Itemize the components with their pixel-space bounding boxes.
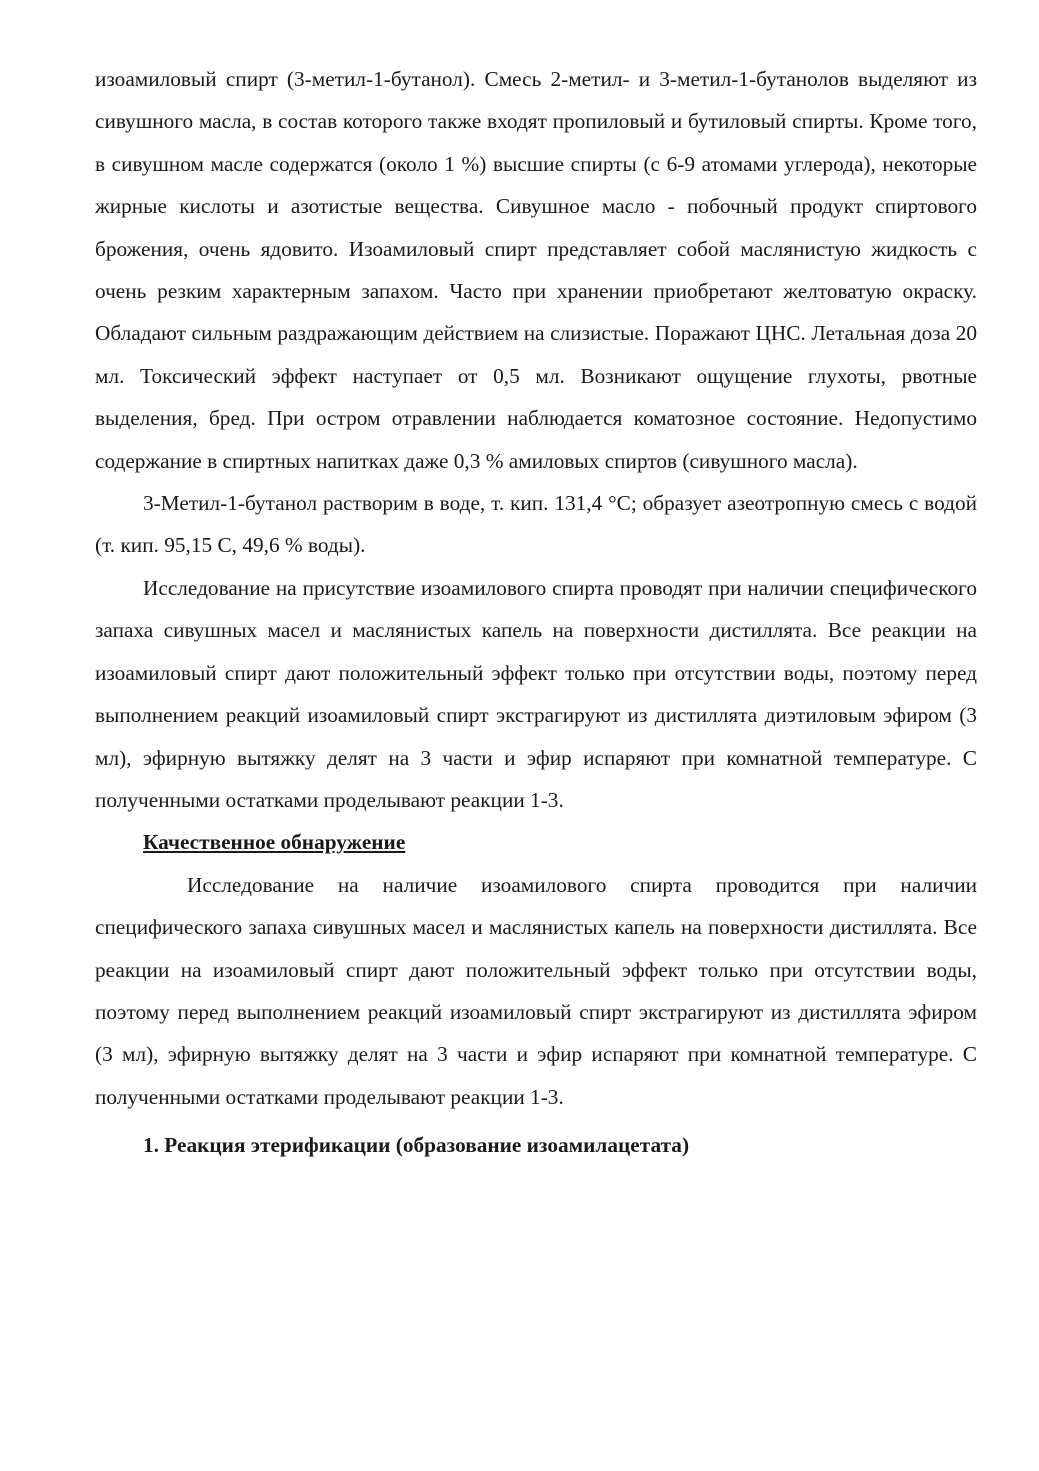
paragraph-research: Исследование на присутствие изоамилового спирта проводят при наличии специфического запаха сивушных масел и маслянистых капель на поверхности дистиллята. Все реакции на изоамиловый спирт дают положительный эффект только при отсутствии воды, поэтому перед выполнением реакций изоамиловый спирт экстрагируют из дистиллята диэтиловым эфиром (3 мл), эфирную вытяжку делят на 3 части и эфир испаряют при комнатной температуре. С полученными остатками проделывают реакции 1-3. — [95, 575, 977, 812]
paragraph-qualitative: Исследование на наличие изоамилового спирта проводится при наличии специфического запаха сивушных масел и маслянистых капель на поверхности дистиллята. Все реакции на изоамиловый спирт дают положительный эффект только при отсутствии воды, поэтому перед выполнением реакций изоамиловый спирт экстрагируют из дистиллята эфиром (3 мл), эфирную вытяжку делят на 3 части и эфир испаряют при комнатной температуре. С полученными остатками проделывают реакции 1-3. — [95, 872, 977, 1109]
paragraph-fusel-oil: изоамиловый спирт (3-метил-1-бутанол). Смесь 2-метил- и 3-метил-1-бутанолов выделяют из сивушного масла, в состав которого также входят пропиловый и бутиловый спирты. Кроме того, в сивушном масле содержатся (около 1 %) высшие спирты (с 6-9 атомами углерода), некоторые жирные кислоты и азотистые вещества. Сивушное масло - побочный продукт спиртового брожения, очень ядовито. Изоамиловый спирт представляет собой маслянистую жидкость с очень резким характерным запахом. Часто при хранении приобретают желтоватую окраску. Обладают сильным раздражающим действием на слизистые. Поражают ЦНС. Летальная доза 20 мл. Токсический эффект наступает от 0,5 мл. Возникают ощущение глухоты, рвотные выделения, бред. При остром отравлении наблюдается коматозное состояние. Недопустимо содержание в спиртных напитках даже 0,3 % амиловых спиртов (сивушного масла). — [95, 67, 977, 473]
section-heading-qualitative: Качественное обнаружение — [143, 830, 406, 855]
paragraph-properties: 3-Метил-1-бутанол растворим в воде, т. кип. 131,4 °С; образует азеотропную смесь с водой (т. кип. 95,15 С, 49,6 % воды). — [95, 491, 977, 558]
document-page — [95, 58, 977, 1167]
subheading-esterification: 1. Реакция этерификации (образование изоамилацетата) — [143, 1133, 690, 1158]
